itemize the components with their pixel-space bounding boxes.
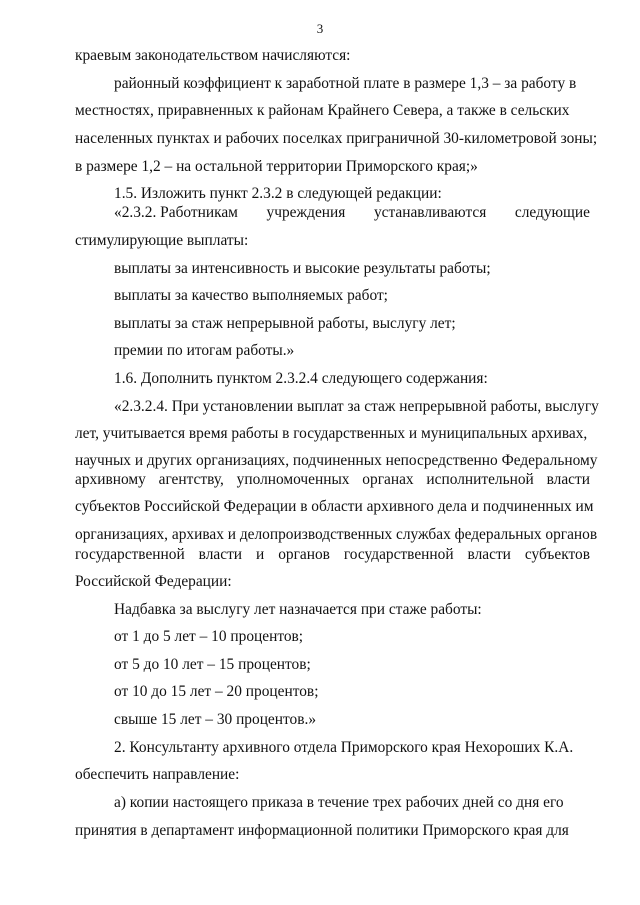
text-line: выплаты за интенсивность и высокие результаты работы;: [114, 260, 491, 277]
justified-line-agency: [75, 470, 590, 490]
text-line: 2. Консультанту архивного отдела Приморского края Нехороших К.А.: [114, 739, 574, 756]
text-line: местностях, приравненных к районам Крайнего Севера, а также в сельских: [75, 102, 570, 119]
text-line: Надбавка за выслугу лет назначается при стаже работы:: [114, 601, 482, 618]
word: «2.3.2. Работникам: [114, 204, 238, 221]
word: власти: [546, 471, 590, 488]
text-line: премии по итогам работы.»: [114, 342, 295, 359]
text-line: в размере 1,2 – на остальной территории Приморского края;»: [75, 158, 478, 175]
word: уполномоченных: [236, 471, 350, 488]
text-line: от 1 до 5 лет – 10 процентов;: [114, 628, 304, 645]
word: исполнительной: [426, 471, 534, 488]
word: следующие: [514, 204, 590, 221]
text-line: свыше 15 лет – 30 процентов.»: [114, 711, 317, 728]
text-line: населенных пунктах и рабочих поселках приграничной 30-километровой зоны;: [75, 130, 598, 147]
text-line: принятия в департамент информационной политики Приморского края для: [75, 822, 569, 839]
justified-line-workers: [114, 203, 590, 223]
word: органов: [278, 546, 330, 563]
page-number: 3: [316, 21, 324, 36]
text-line: субъектов Российской Федерации в области архивного дела и подчиненных им: [75, 498, 594, 515]
word: государственной: [343, 546, 454, 563]
text-line: 1.5. Изложить пункт 2.3.2 в следующей редакции:: [114, 185, 442, 202]
text-line: 1.6. Дополнить пунктом 2.3.2.4 следующего содержания:: [114, 370, 488, 387]
text-line: «2.3.2.4. При установлении выплат за стаж непрерывной работы, выслугу: [114, 398, 599, 415]
justified-line-authority: [75, 545, 590, 565]
word: власти: [198, 546, 243, 563]
text-line: Российской Федерации:: [75, 573, 232, 590]
text-line: краевым законодательством начисляются:: [75, 47, 351, 64]
word: учреждения: [266, 204, 346, 221]
word: государственной: [75, 546, 185, 563]
text-line: лет, учитывается время работы в государственных и муниципальных архивах,: [75, 425, 588, 442]
text-line: а) копии настоящего приказа в течение трех рабочих дней со дня его: [114, 794, 564, 811]
word: органах: [362, 471, 414, 488]
text-line: от 10 до 15 лет – 20 процентов;: [114, 683, 319, 700]
word: агентству,: [158, 471, 224, 488]
text-line: стимулирующие выплаты:: [75, 232, 249, 249]
text-line: организациях, архивах и делопроизводственных службах федеральных органов: [75, 526, 598, 543]
word: власти: [467, 546, 511, 563]
text-line: районный коэффициент к заработной плате в размере 1,3 – за работу в: [114, 75, 577, 92]
text-line: выплаты за качество выполняемых работ;: [114, 287, 388, 304]
word: архивному: [75, 471, 146, 488]
word: субъектов: [524, 546, 590, 563]
text-line: от 5 до 10 лет – 15 процентов;: [114, 656, 311, 673]
text-line: обеспечить направление:: [75, 766, 240, 783]
word: устанавливаются: [373, 204, 487, 221]
text-line: научных и других организациях, подчиненных непосредственно Федеральному: [75, 452, 598, 469]
text-line: выплаты за стаж непрерывной работы, выслугу лет;: [114, 315, 456, 332]
word: и: [255, 546, 265, 563]
